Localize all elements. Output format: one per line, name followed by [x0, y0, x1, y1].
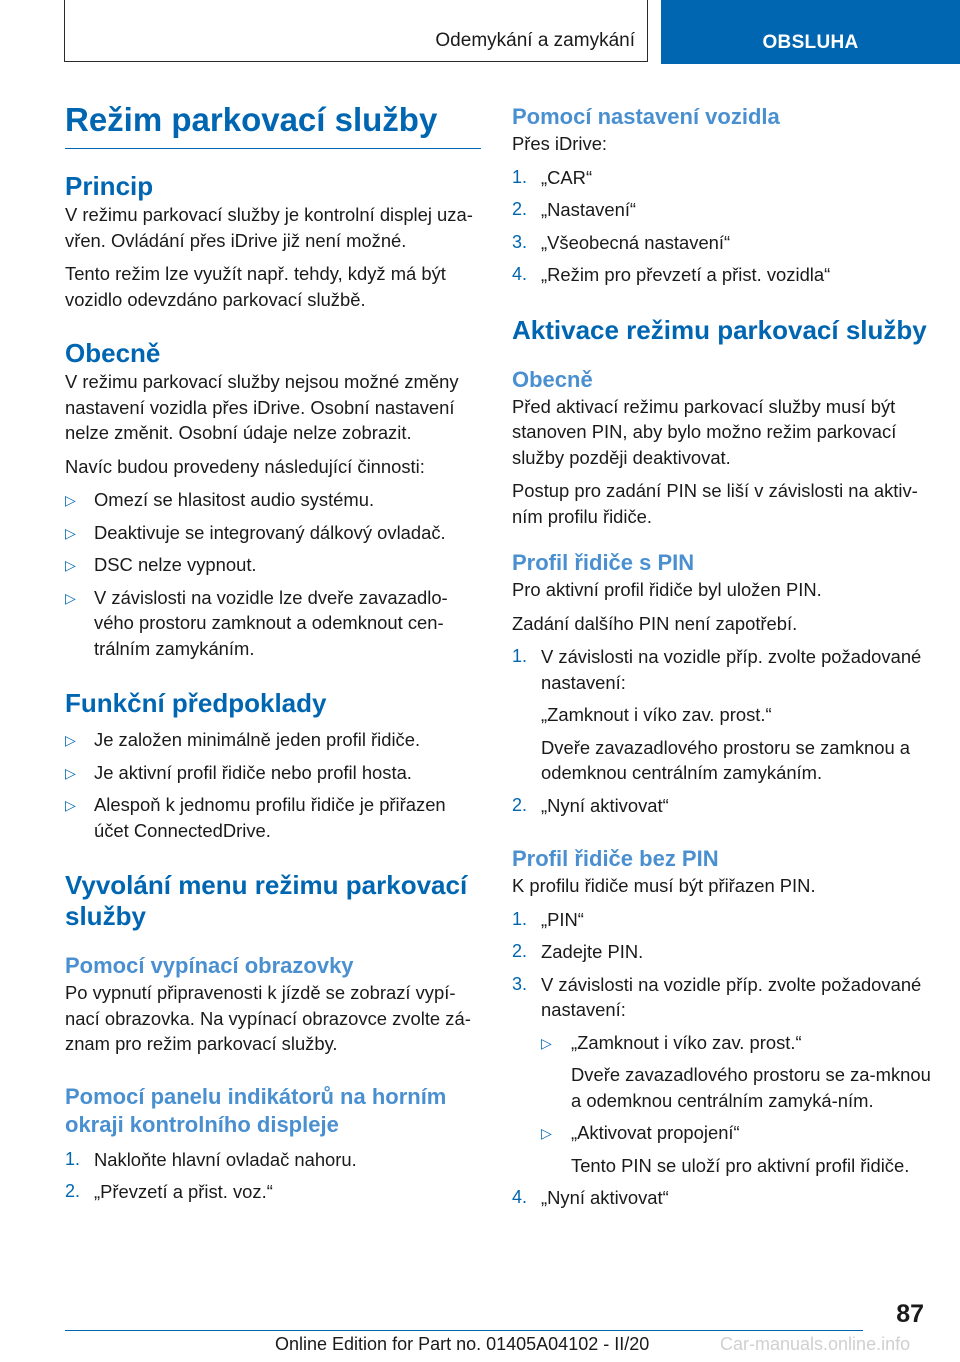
triangle-bullet-icon: ▷ [65, 492, 76, 508]
right-column [512, 103, 932, 1218]
via-panel-heading: Pomocí panelu indikátorů na horním okraji kontrolního displeje [65, 1083, 447, 1137]
left-column [65, 100, 481, 1212]
step-number: 1. [512, 166, 528, 187]
page-number: 87 [896, 1300, 924, 1328]
list-item: 2. „Převzetí a přist. voz.“ [65, 1179, 481, 1205]
list-item: „Zamknout i víko zav. prost.“ [541, 704, 772, 725]
activation-general-paragraph-2: Postup pro zadání PIN se liší v závislosti na aktiv‐ním profilu řidiče. [512, 480, 918, 527]
triangle-bullet-icon: ▷ [65, 557, 76, 573]
header-section-title: Odemykání a zamykání [435, 30, 635, 51]
footer-edition: Online Edition for Part no. 01405A04102 - II/20 [275, 1334, 650, 1354]
with-pin-paragraph-1: Pro aktivní profil řidiče byl uložen PIN. [512, 579, 822, 600]
list-item: Dveře zavazadlového prostoru se za‐mknou a odemknou centrálním zamyká‐ním. [571, 1064, 931, 1111]
step-number: 1. [512, 908, 528, 929]
general-heading: Obecně [65, 338, 161, 368]
step-number: 2. [512, 794, 528, 815]
step-number: 2. [512, 941, 528, 961]
triangle-bullet-icon: ▷ [65, 589, 76, 606]
step-number: 4. [512, 264, 528, 284]
step-number: 4. [512, 1187, 528, 1207]
footer-watermark: Car-manuals.online.info [720, 1334, 911, 1354]
activation-heading: Aktivace režimu parkovací služby [512, 314, 927, 345]
list-item: 3. V závislosti na vozidle příp. zvolte požadované nastavení: [512, 973, 922, 1020]
list-item: 4. „Nyní aktivovat“ [512, 1185, 932, 1211]
step-number: 3. [512, 973, 528, 994]
via-screen-heading: Pomocí vypínací obrazovky [65, 953, 354, 978]
list-item: ▷ Je založen minimálně jeden profil řidiče. [65, 727, 481, 753]
general-paragraph-1: V režimu parkovací služby nejsou možné změny nastavení vozidla přes iDrive. Osobní nastavení nelze změnit. Osobní údaje nelze zobrazit. [65, 371, 459, 443]
list-item: ▷ Deaktivuje se integrovaný dálkový ovladač. [65, 520, 481, 546]
list-item: 2. „Nyní aktivovat“ [512, 793, 932, 819]
menu-heading: Vyvolání menu režimu parkovací služby [65, 870, 468, 931]
principle-paragraph-2: Tento režim lze využít např. tehdy, když má být vozidlo odevzdáno parkovací službě. [65, 263, 446, 310]
activation-general-heading: Obecně [512, 366, 593, 392]
requirements-heading: Funkční předpoklady [65, 688, 327, 718]
principle-heading: Princip [65, 171, 154, 201]
header-box [64, 0, 648, 62]
list-item: ▷ Alespoň k jednomu profilu řidiče je přiřazen účet ConnectedDrive. [65, 794, 446, 841]
list-item: ▷ „Zamknout i víko zav. prost.“ [541, 1030, 932, 1056]
triangle-bullet-icon: ▷ [65, 764, 76, 781]
via-settings-heading: Pomocí nastavení vozidla [512, 104, 780, 129]
sub-list [512, 1030, 932, 1179]
step-number: 2. [512, 199, 528, 219]
triangle-bullet-icon: ▷ [65, 732, 76, 748]
triangle-bullet-icon: ▷ [65, 797, 76, 813]
footer-divider [65, 1330, 863, 1331]
step-number: 2. [65, 1181, 81, 1201]
list-item: ▷ Omezí se hlasitost audio systému. [65, 487, 481, 513]
with-pin-paragraph-2: Zadání dalšího PIN není zapotřebí. [512, 612, 798, 634]
principle-paragraph-1: V režimu parkovací služby je kontrolní displej uza‐vřen. Ovládání přes iDrive již není možné. [65, 204, 473, 251]
list-item: 2. Zadejte PIN. [512, 939, 932, 965]
page-title: Režim parkovací služby [65, 100, 481, 149]
triangle-bullet-icon: ▷ [541, 1034, 552, 1051]
list-item: 2. „Nastavení“ [512, 197, 932, 223]
via-settings-paragraph: Přes iDrive: [512, 133, 608, 154]
via-screen-paragraph: Po vypnutí připravenosti k jízdě se zobrazí vypí‐nací obrazovka. Na vypínací obrazovce zvolte zá‐znam pro režim parkovací služby. [65, 982, 471, 1054]
without-pin-paragraph: K profilu řidiče musí být přiřazen PIN. [512, 875, 816, 896]
list-item: Tento PIN se uloží pro aktivní profil řidiče. [571, 1154, 910, 1176]
with-pin-heading: Profil řidiče s PIN [512, 550, 695, 575]
step-number: 3. [512, 231, 528, 252]
general-paragraph-2: Navíc budou provedeny následující činnosti: [65, 455, 425, 477]
list-item: ▷ Je aktivní profil řidiče nebo profil hosta. [65, 760, 481, 786]
list-item: ▷ DSC nelze vypnout. [65, 552, 481, 578]
list-item: ▷ V závislosti na vozidle lze dveře zavazadlo‐vého prostoru zamknout a odemknout cen‐trálním zamykáním. [65, 586, 448, 659]
header-tab: OBSLUHA [661, 0, 960, 64]
without-pin-heading: Profil řidiče bez PIN [512, 846, 719, 871]
list-item: 1. Nakloňte hlavní ovladač nahoru. [65, 1147, 481, 1173]
step-number: 1. [65, 1148, 81, 1169]
list-item: ▷ „Aktivovat propojení“ [541, 1120, 932, 1146]
list-item: 1. V závislosti na vozidle příp. zvolte požadované nastavení: [512, 646, 922, 693]
list-item: 3. „Všeobecná nastavení“ [512, 230, 932, 256]
list-item: 4. „Režim pro převzetí a přist. vozidla“ [512, 262, 932, 288]
list-item: Dveře zavazadlového prostoru se zamknou a odemknou centrálním zamykáním. [541, 736, 911, 783]
triangle-bullet-icon: ▷ [65, 524, 76, 541]
activation-general-paragraph-1: Před aktivací režimu parkovací služby musí být stanoven PIN, aby bylo možno režim parkovací služby později deaktivovat. [512, 395, 897, 468]
triangle-bullet-icon: ▷ [541, 1125, 552, 1141]
list-item: 1. „PIN“ [512, 907, 932, 933]
step-number: 1. [512, 646, 528, 666]
list-item: 1. „CAR“ [512, 165, 932, 191]
